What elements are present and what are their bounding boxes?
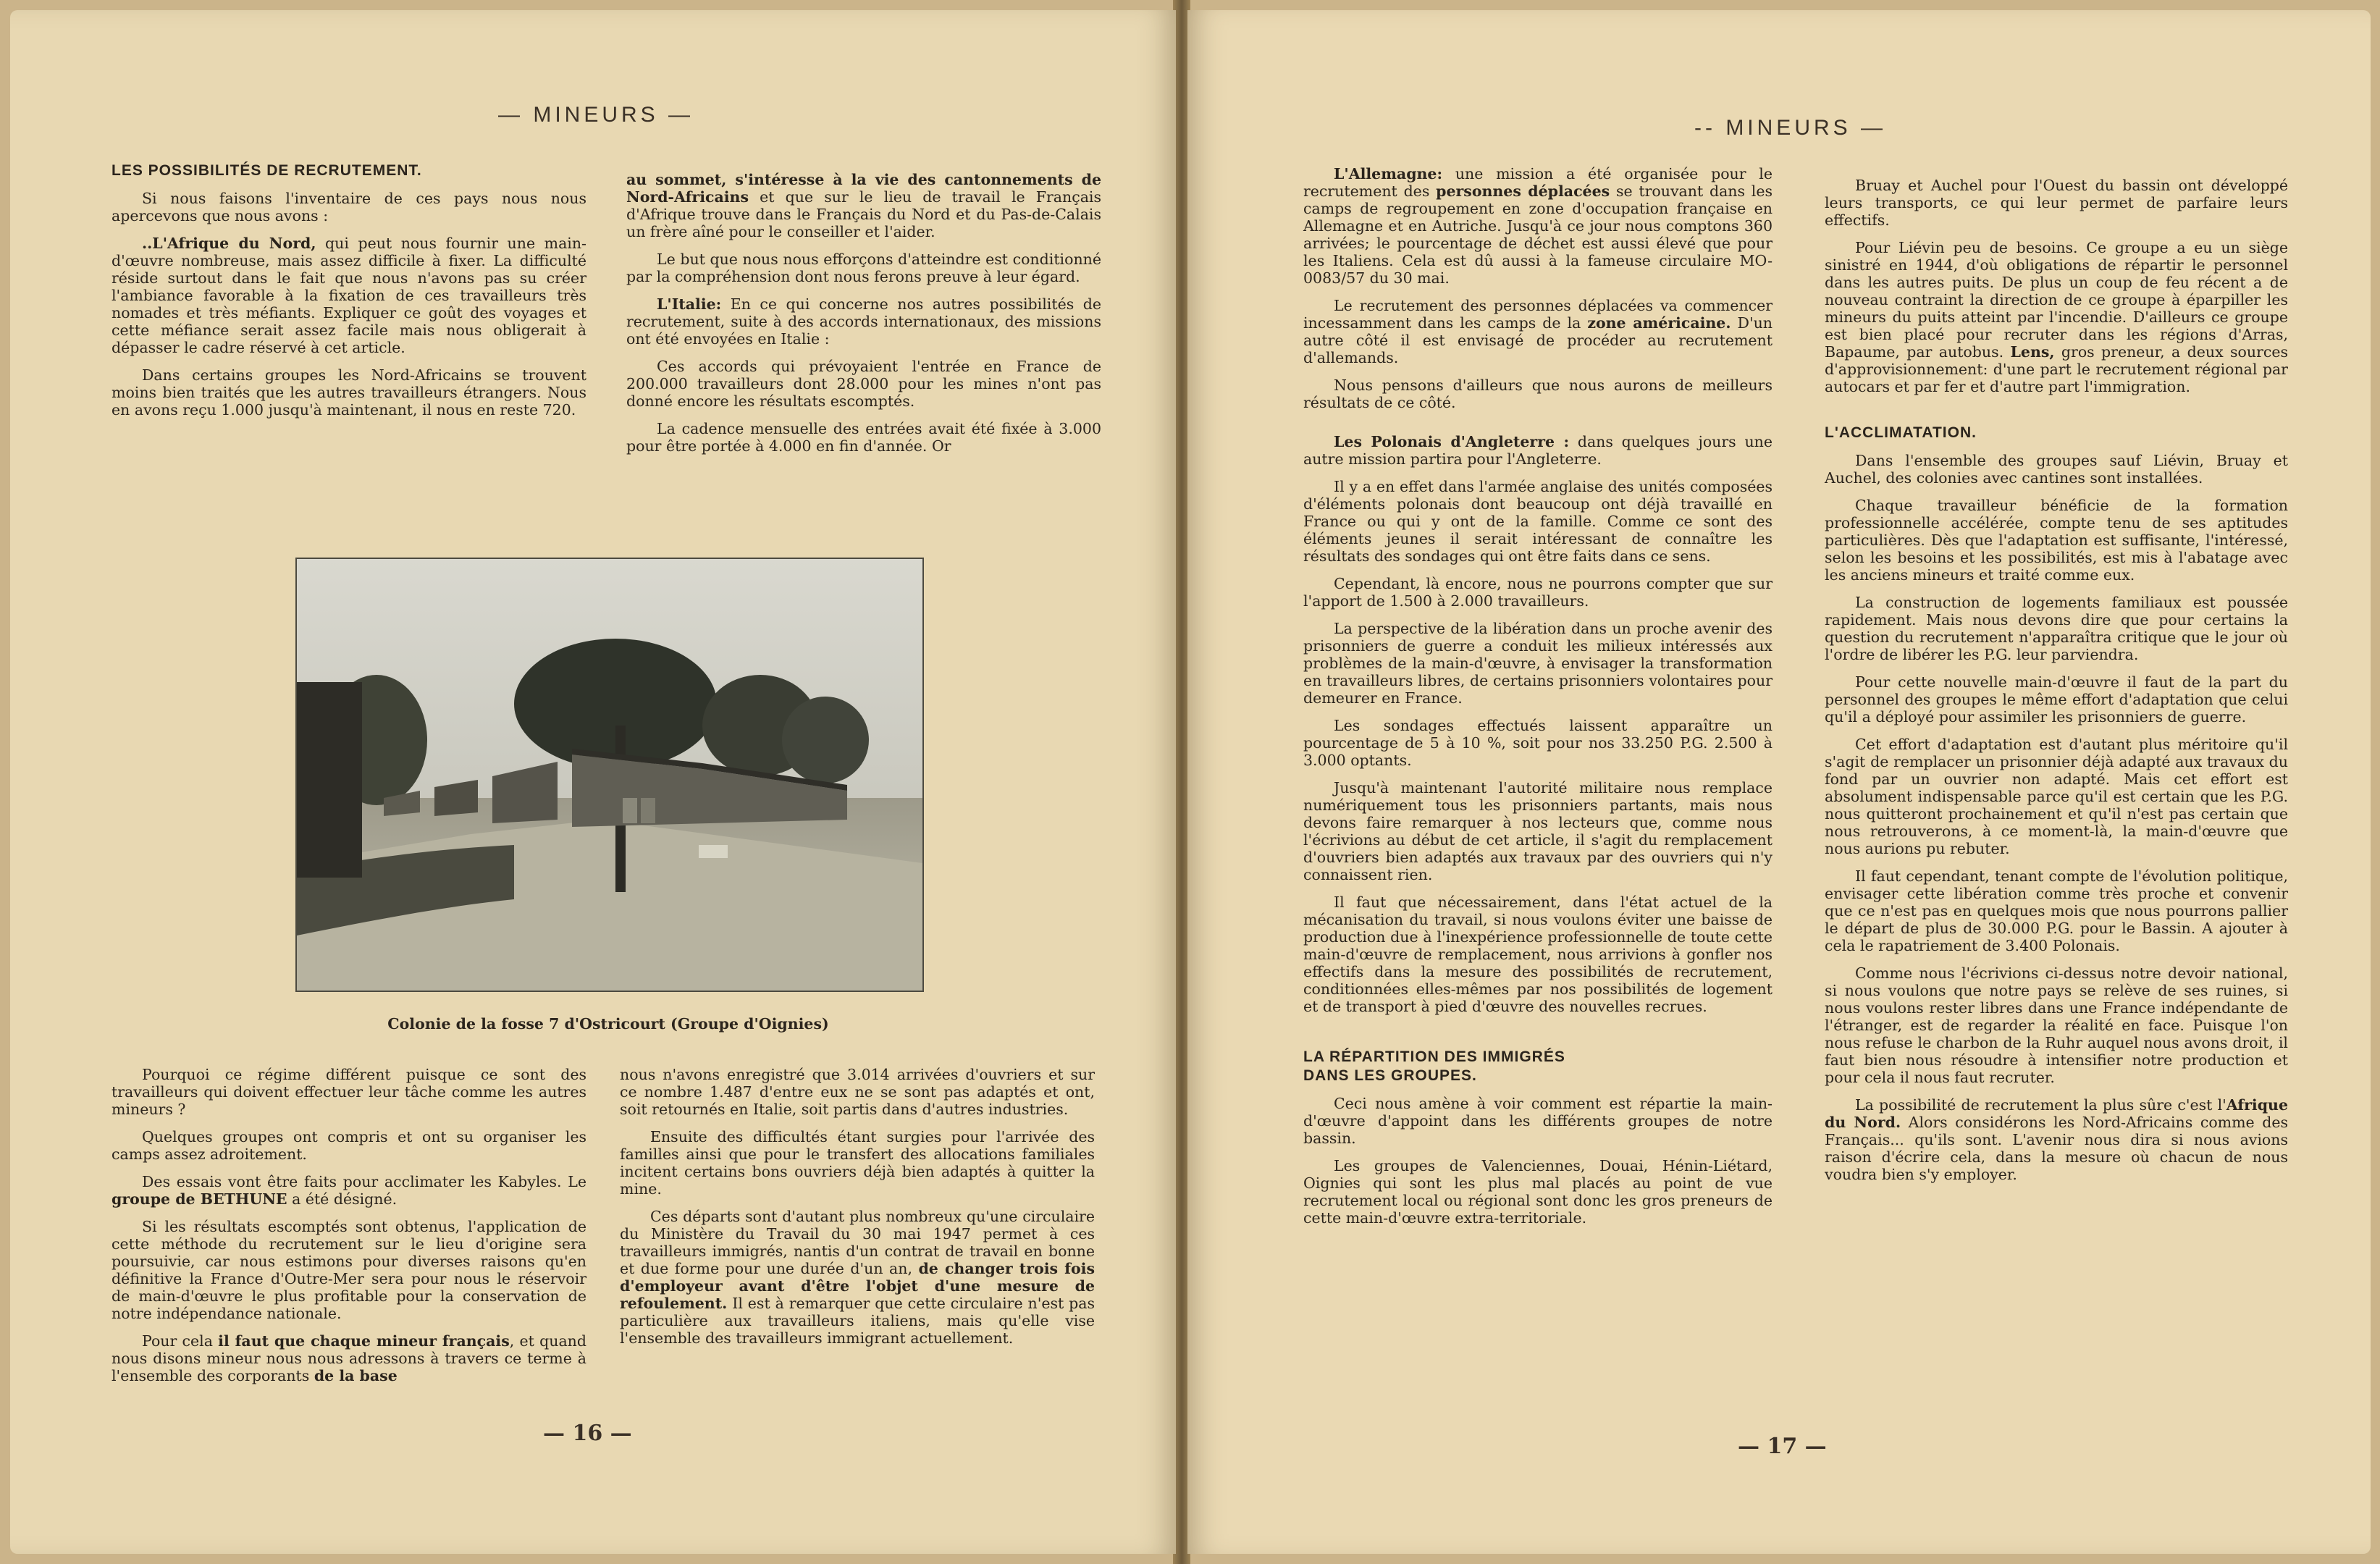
paragraph: Le but que nous nous efforçons d'atteindre est conditionné par la compréhension dont nous ferons preuve à leur égard. — [626, 251, 1101, 285]
column-1-top — [112, 162, 586, 429]
paragraph: La cadence mensuelle des entrées avait été fixée à 3.000 pour être portée à 4.000 en fin d'année. Or — [626, 420, 1101, 455]
paragraph: Ceci nous amène à voir comment est répartie la main-d'œuvre d'appoint dans les différents groupes de notre bassin. — [1303, 1095, 1773, 1147]
paragraph: Il faut que nécessairement, dans l'état actuel de la mécanisation du travail, si nous voulons éviter une baisse de production due à l'inexpérience professionnelle de toute cette main-d'œuvre de remplacement, nous arrivions à gonfler nos effectifs dans la mesure des possibilités de recrutement, conditionnées elles-mêmes par nos possibilités de logement et de transport à pied d'œuvre des nouvelles recrues. — [1303, 894, 1773, 1015]
colony-photograph — [295, 558, 924, 992]
paragraph: La perspective de la libération dans un proche avenir des prisonniers de guerre a conduit les milieux intéressés aux problèmes de la main-d'œuvre, à envisager la transformation en travailleurs libres, de certains prisonniers volontaires pour demeurer en France. — [1303, 620, 1773, 707]
paragraph: L'Italie: En ce qui concerne nos autres possibilités de recrutement, suite à des accords internationaux, des missions ont été envoyées en Italie : — [626, 295, 1101, 348]
paragraph: Pourquoi ce régime différent puisque ce sont des travailleurs qui doivent effectuer leur tâche comme les autres mineurs ? — [112, 1066, 586, 1118]
paragraph: Il faut cependant, tenant compte de l'évolution politique, envisager cette libération comme très proche et convenir que ce n'est pas en quelques mois que nous pourrons pallier le départ de plus de 30.000 P.G. pour le Bassin. A ajouter à cela le rapatriement de 3.400 Polonais. — [1825, 867, 2288, 954]
running-head: -- MINEURS — — [1694, 116, 1886, 140]
paragraph: Cet effort d'adaptation est d'autant plus méritoire qu'il s'agit de remplacer un prisonnier déjà adapté aux travaux du fond par un ouvrier non adapté. Mais cet effort est absolument indispensable parce qu'il est certain que les P.G. nous quitteront prochainement et qu'il n'est pas certain que nous retrouverons, à ce moment-là, la main-d'œuvre que nous aurions pu rebuter. — [1825, 736, 2288, 857]
paragraph: Le recrutement des personnes déplacées va commencer incessamment dans les camps de la zone américaine. D'un autre côté il est envisagé de procéder au recrutement d'allemands. — [1303, 297, 1773, 366]
paragraph: Il y a en effet dans l'armée anglaise des unités composées d'éléments polonais dont beaucoup ont déjà travaillé en France ou qui y ont de la famille. Comme ce sont des éléments jeunes il serait intéressant de connaître les résultats des sondages qui ont être faits dans ce sens. — [1303, 478, 1773, 565]
section-heading: L'ACCLIMATATION. — [1825, 424, 1977, 441]
column-2 — [1825, 177, 2288, 1193]
paragraph: La possibilité de recrutement la plus sûre c'est l'Afrique du Nord. Alors considérons les Nord-Africains comme des Français... qu'ils sont. L'avenir nous dira si nous avions raison d'écrire cela, dans la mesure où chacun de nous voudra bien s'y employer. — [1825, 1096, 2288, 1183]
paragraph: Chaque travailleur bénéficie de la formation professionnelle accélérée, compte tenu de ses aptitudes particulières. Dès que l'adaptation est suffisante, l'intéressé, selon les besoins et les possibilités, est mis à l'abatage avec les anciens mineurs et traité comme eux. — [1825, 497, 2288, 584]
photo-caption: Colonie de la fosse 7 d'Ostricourt (Groupe d'Oignies) — [387, 1015, 829, 1033]
paragraph: au sommet, s'intéresse à la vie des cantonnements de Nord-Africains et que sur le lieu de travail le Français d'Afrique trouve dans le Français du Nord et du Pas-de-Calais un frère aîné pour le conseiller et l'aider. — [626, 171, 1101, 240]
paragraph: Si nous faisons l'inventaire de ces pays nous nous apercevons que nous avons : — [112, 190, 586, 224]
page-number: — 16 — — [543, 1421, 632, 1446]
paragraph: Des essais vont être faits pour acclimater les Kabyles. Le groupe de BETHUNE a été désigné. — [112, 1173, 586, 1208]
paragraph: Ces accords qui prévoyaient l'entrée en France de 200.000 travailleurs dont 28.000 pour les mines n'ont pas donné encore les résultats escomptés. — [626, 358, 1101, 410]
column-2-bottom — [620, 1066, 1095, 1357]
paragraph: Les groupes de Valenciennes, Douai, Hénin-Liétard, Oignies qui sont les plus mal placés au point de vue recrutement local ou régional sont donc les gros preneurs de cette main-d'œuvre extra-territoriale. — [1303, 1157, 1773, 1227]
column-1-bottom — [112, 1066, 586, 1395]
column-1 — [1303, 165, 1773, 1237]
paragraph: Les sondages effectués laissent apparaître un pourcentage de 5 à 10 %, soit pour nos 33.250 P.G. 2.500 à 3.000 optants. — [1303, 717, 1773, 769]
running-head: — MINEURS — — [498, 103, 694, 127]
paragraph: Ces départs sont d'autant plus nombreux qu'une circulaire du Ministère du Travail du 30 mai 1947 permet à ces travailleurs immigrés, nantis d'un contrat de travail en bonne et due forme pour une durée d'un an, de changer trois fois d'employeur avant d'être l'objet d'une mesure de refoulement. Il est à remarquer que cette circulaire n'est pas particulière aux travailleurs italiens, mais qu'elle vise l'ensemble des travailleurs immigrant actuellement. — [620, 1208, 1095, 1347]
paragraph: Les Polonais d'Angleterre : dans quelques jours une autre mission partira pour l'Angleterre. — [1303, 433, 1773, 468]
paragraph: Nous pensons d'ailleurs que nous aurons de meilleurs résultats de ce côté. — [1303, 377, 1773, 411]
paragraph: Si les résultats escomptés sont obtenus, l'application de cette méthode du recrutement sur le lieu d'origine sera poursuivie, car nous estimons pour diverses raisons qu'en définitive la France d'Outre-Mer sera pour nous le réservoir de main-d'œuvre le plus profitable pour la conservation de notre indépendance nationale. — [112, 1218, 586, 1322]
page-17 — [1187, 10, 2371, 1554]
paragraph: L'Allemagne: une mission a été organisée pour le recrutement des personnes déplacées se trouvant dans les camps de regroupement en zone d'occupation française en Allemagne et en Autriche. Jusqu'à ce jour nous comptons 360 arrivées; le pourcentage de déchet est aussi élevé que pour les Italiens. Cela est dû aussi à la fameuse circulaire MO-0083/57 du 30 mai. — [1303, 165, 1773, 287]
page-number: — 17 — — [1738, 1434, 1827, 1459]
paragraph: Bruay et Auchel pour l'Ouest du bassin ont développé leurs transports, ce qui leur permet de parfaire leurs effectifs. — [1825, 177, 2288, 229]
paragraph: nous n'avons enregistré que 3.014 arrivées d'ouvriers et sur ce nombre 1.487 d'entre eux ne se sont pas adaptés et ont, soit retournés en Italie, soit partis dans d'autres industries. — [620, 1066, 1095, 1118]
paragraph: Quelques groupes ont compris et ont su organiser les camps assez adroitement. — [112, 1128, 586, 1163]
paragraph: Dans l'ensemble des groupes sauf Liévin, Bruay et Auchel, des colonies avec cantines sont installées. — [1825, 452, 2288, 487]
paragraph: Dans certains groupes les Nord-Africains se trouvent moins bien traités que les autres travailleurs étrangers. Nous en avons reçu 1.000 jusqu'à maintenant, il nous en reste 720. — [112, 366, 586, 419]
paragraph: Ensuite des difficultés étant surgies pour l'arrivée des familles ainsi que pour le transfert des allocations familiales incitent certains bons ouvriers déjà bien adaptés à quitter la mine. — [620, 1128, 1095, 1198]
paragraph: La construction de logements familiaux est poussée rapidement. Mais nous devons dire que pour certains la question du recrutement n'apparaîtra critique que le jour où l'ordre de libérer les P.G. leur parviendra. — [1825, 594, 2288, 663]
page-16 — [10, 10, 1176, 1554]
paragraph: Comme nous l'écrivions ci-dessus notre devoir national, si nous voulons que notre pays se relève de ses ruines, si nous voulons rester libres dans une France indépendante de l'étranger, est de regarder la réalité en face. Puisque l'on nous refuse le charbon de la Ruhr auquel nous avons droit, il faut bien nous résoudre à intensifier notre production et pour cela il nous faut recruter. — [1825, 964, 2288, 1086]
section-heading: DANS LES GROUPES. — [1303, 1067, 1477, 1084]
paragraph: ..L'Afrique du Nord, qui peut nous fournir une main-d'œuvre nombreuse, mais assez difficile à fixer. La difficulté réside surtout dans le fait que nous n'avons pas su créer l'ambiance favorable à la fixation de ces travailleurs très nomades et très méfiants. Expliquer ce goût des voyages et cette méfiance serait assez facile mais nous obligerait à dépasser le cadre réservé à cet article. — [112, 235, 586, 356]
paragraph: Cependant, là encore, nous ne pourrons compter que sur l'apport de 1.500 à 2.000 travailleurs. — [1303, 575, 1773, 610]
paragraph: Pour cela il faut que chaque mineur français, et quand nous disons mineur nous nous adressons à travers ce terme à l'ensemble des corporants de la base — [112, 1332, 586, 1384]
paragraph: Pour Liévin peu de besoins. Ce groupe a eu un siège sinistré en 1944, d'où obligations de répartir le personnel dans les autres puits. De plus un coup de feu récent a de nouveau contraint la direction de ce groupe à éparpiller les mineurs du puits atteint par l'incendie. D'ailleurs ce groupe est bien placé pour recruter dans les régions d'Arras, Bapaume, par autobus. Lens, gros preneur, a deux sources d'approvisionnement: d'une part le recrutement régional par autocars et par fer et d'autre part l'immigration. — [1825, 239, 2288, 395]
section-heading: LES POSSIBILITÉS DE RECRUTEMENT. — [112, 162, 422, 179]
paragraph: Pour cette nouvelle main-d'œuvre il faut de la part du personnel des groupes le même effort d'adaptation que celui qu'il a déployé pour assimiler les prisonniers de guerre. — [1825, 673, 2288, 726]
barracks-photo-illustration — [297, 559, 922, 991]
paragraph: Jusqu'à maintenant l'autorité militaire nous remplace numériquement tous les prisonniers partants, mais nous devons faire remarquer à nos lecteurs que, comme nous l'écrivions au début de cet article, il s'agit du remplacement d'ouvriers bien adaptés aux travaux par des ouvriers qui n'y connaissent rien. — [1303, 779, 1773, 883]
column-2-top — [626, 171, 1101, 465]
section-heading: LA RÉPARTITION DES IMMIGRÉS — [1303, 1048, 1565, 1065]
